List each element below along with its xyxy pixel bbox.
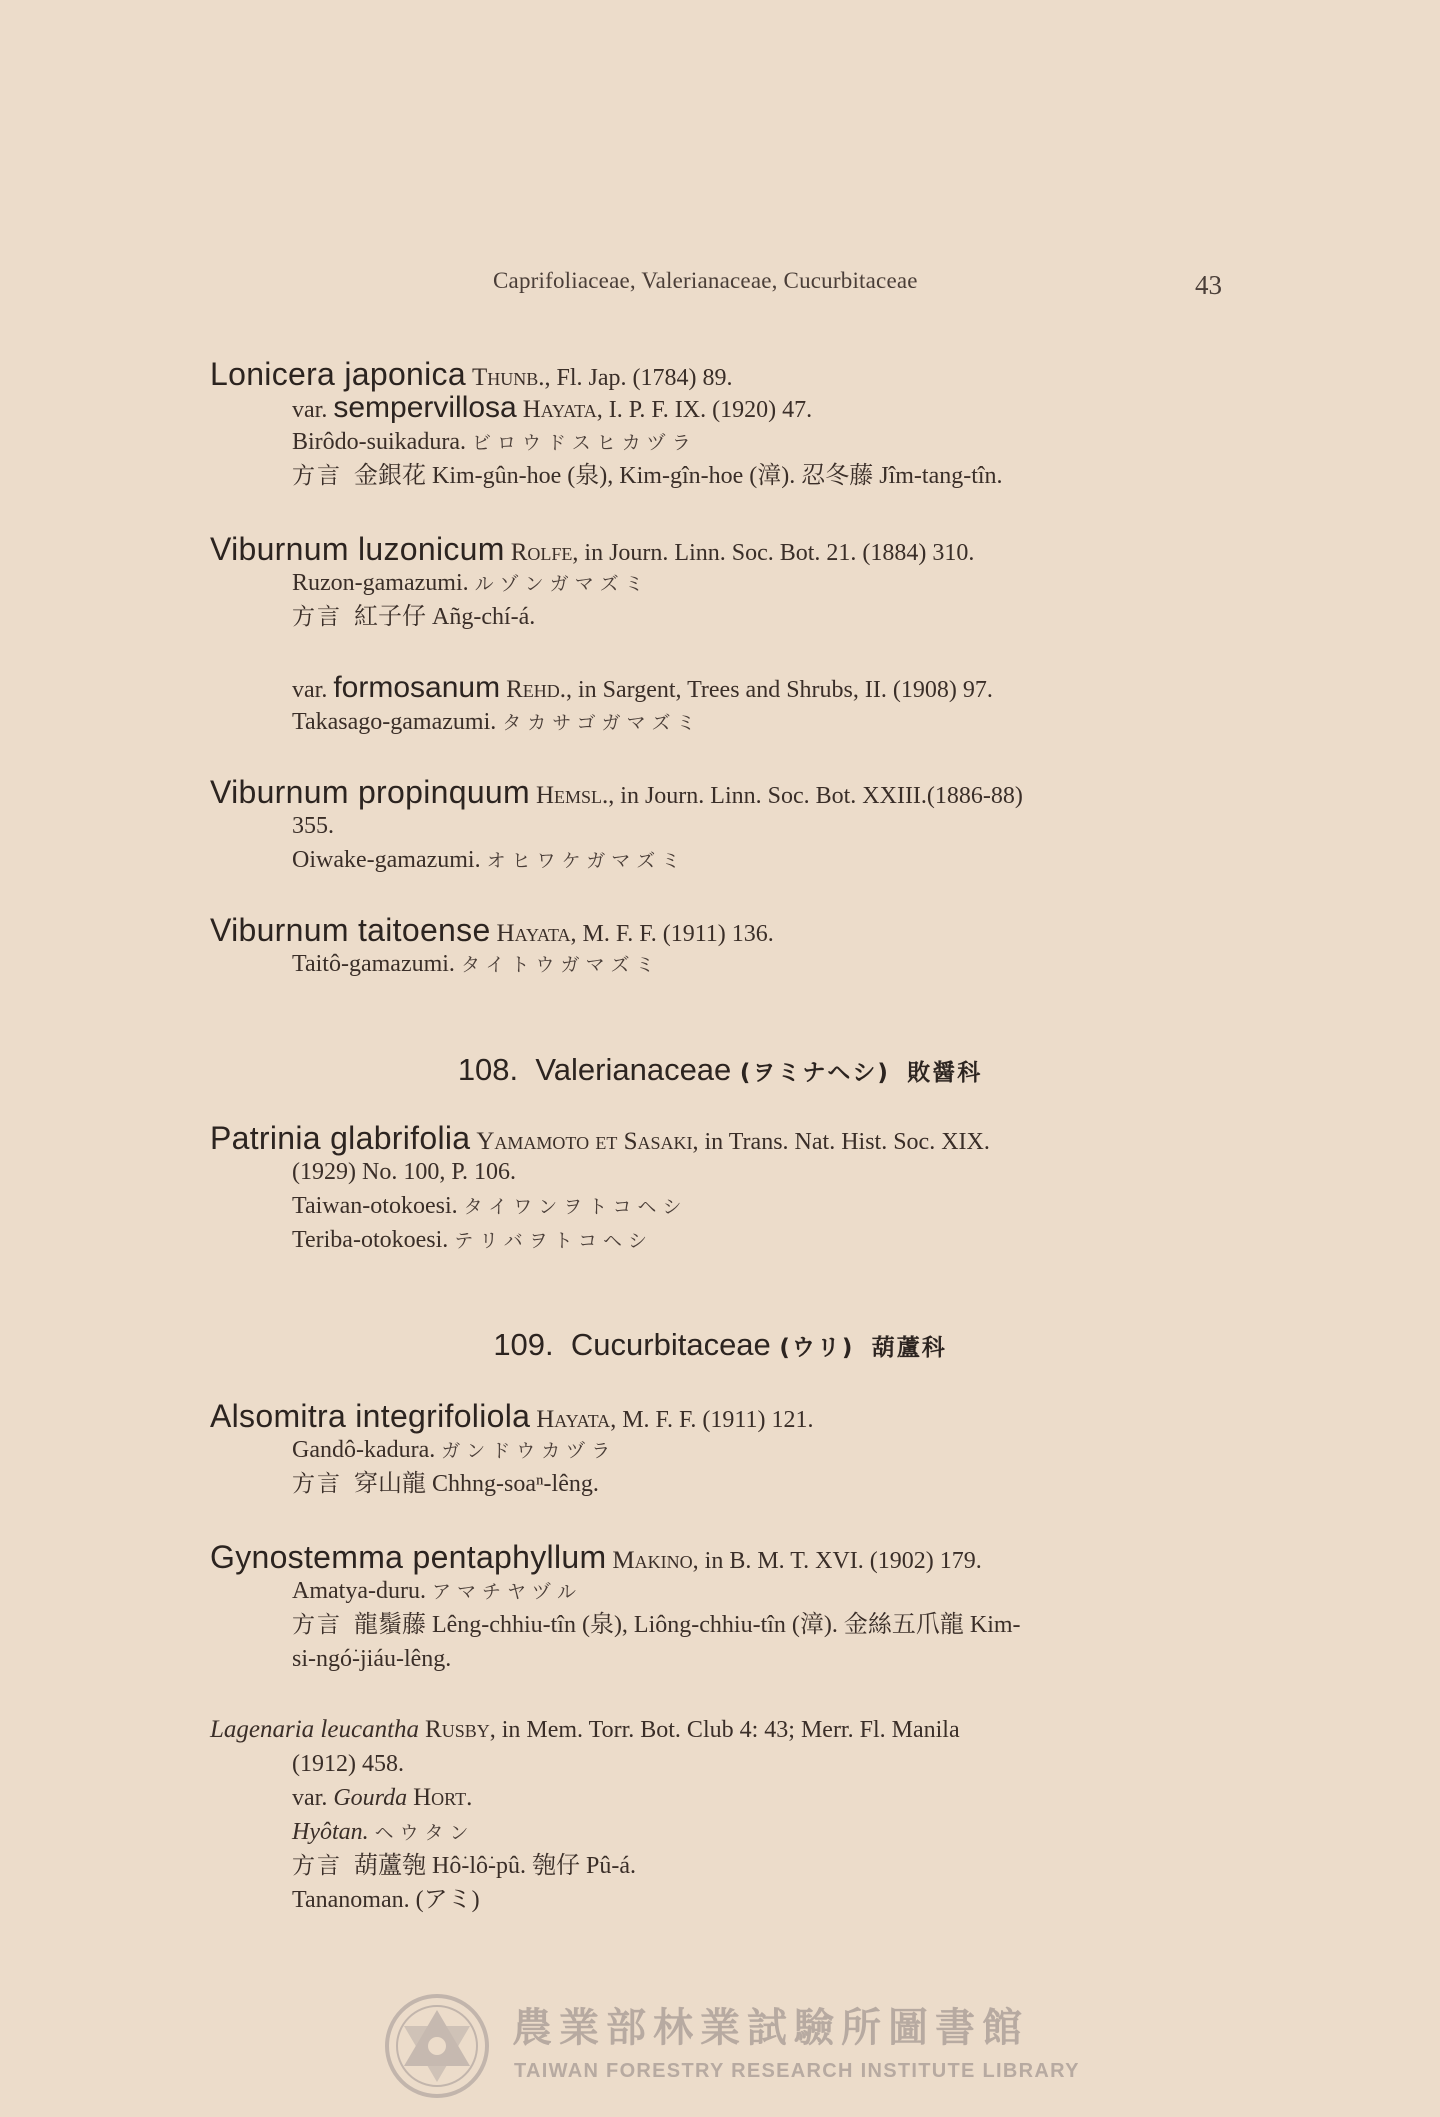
japanese-name: Taitô-gamazumi.	[292, 951, 455, 977]
species-name: Lonicera japonica	[210, 356, 466, 392]
family-chinese: 葫蘆科	[871, 1335, 947, 1361]
family-heading-108	[0, 1052, 1440, 1088]
kana-name: オヒワケガマズミ	[486, 850, 687, 872]
library-name-chinese: 農業部林業試驗所圖書館	[512, 2005, 1029, 2051]
author: Hayata	[522, 396, 597, 423]
entry-lonicera-japonica	[210, 357, 1240, 493]
variety-name: sempervillosa	[333, 391, 517, 424]
entry-viburnum-luzonicum	[210, 532, 1240, 634]
dialect-names: 金銀花 Kim-gûn-hoe (泉), Kim-gîn-hoe (漳). 忍冬藤 Jîm-tang-tîn.	[354, 463, 1003, 489]
author: Makino	[612, 1547, 693, 1574]
entry-viburnum-propinquum	[210, 775, 1240, 877]
reference: , in Journ. Linn. Soc. Bot. XXIII.(1886-88)	[608, 783, 1023, 809]
family-number: 109.	[493, 1327, 554, 1362]
reference: , M. F. F. (1911) 121.	[610, 1407, 814, 1433]
page-number: 43	[1195, 270, 1222, 300]
reference: , Fl. Jap. (1784) 89.	[544, 365, 733, 391]
entry-alsomitra-integrifoliola	[210, 1399, 1240, 1501]
variety-name: formosanum	[333, 671, 501, 704]
reference: , in B. M. T. XVI. (1902) 179.	[692, 1548, 982, 1574]
family-kana: (ウリ)	[779, 1335, 855, 1361]
dialect-names-continued: si-ngó͘-jiáu-lêng.	[292, 1646, 452, 1672]
species-name: Viburnum luzonicum	[210, 531, 505, 567]
japanese-name: Oiwake-gamazumi.	[292, 847, 481, 873]
reference: , in Sargent, Trees and Shrubs, II. (1908) 97.	[565, 677, 993, 703]
library-seal-icon	[382, 1990, 492, 2102]
reference-continued: (1929) No. 100, P. 106.	[292, 1159, 517, 1185]
dialect-label: 方言	[292, 463, 342, 489]
author: Rusby	[425, 1716, 490, 1743]
family-heading-109	[0, 1327, 1440, 1363]
reference-continued: (1912) 458.	[292, 1751, 404, 1777]
library-watermark	[372, 1990, 1092, 2108]
kana-name: タイトウガマズミ	[460, 954, 661, 976]
author: Hemsl.	[535, 782, 609, 809]
dialect-names: 紅子仔 Añg-chí-á.	[354, 604, 536, 630]
dialect-label: 方言	[292, 1853, 342, 1879]
dialect-names: 葫蘆匏 Hô͘-lô͘-pû. 匏仔 Pû-á.	[354, 1853, 636, 1879]
dialect-names: 龍鬚藤 Lêng-chhiu-tîn (泉), Liông-chhiu-tîn (漳). 金絲五爪龍 Kim-	[354, 1612, 1021, 1638]
running-head: Caprifoliaceae, Valerianaceae, Cucurbitaceae	[493, 268, 918, 293]
author: Hayata	[536, 1406, 611, 1433]
entry-gynostemma-pentaphyllum	[210, 1540, 1240, 1676]
dialect-label: 方言	[292, 1612, 342, 1638]
reference: , in Journ. Linn. Soc. Bot. 21. (1884) 310.	[572, 540, 975, 566]
kana-name: テリバヲトコヘシ	[454, 1230, 653, 1252]
family-chinese: 敗醤科	[907, 1060, 983, 1086]
entry-viburnum-taitoense	[210, 913, 1240, 981]
family-name: Cucurbitaceae	[570, 1327, 771, 1362]
entry-patrinia-glabrifolia	[210, 1121, 1240, 1257]
entry-lagenaria-leucantha	[210, 1713, 1240, 1917]
dialect-names: 穿山龍 Chhng-soaⁿ-lêng.	[354, 1471, 599, 1497]
kana-name: ビロウドスヒカヅラ	[471, 432, 697, 454]
japanese-name: Teriba-otokoesi.	[292, 1227, 449, 1253]
kana-name: ルゾンガマズミ	[474, 573, 650, 595]
species-name: Viburnum propinquum	[210, 774, 530, 810]
author: Rolfe	[510, 539, 573, 566]
author: Rehd.	[506, 676, 566, 703]
reference: , I. P. F. IX. (1920) 47.	[596, 397, 813, 423]
variety-name: Gourda	[333, 1785, 408, 1811]
author: Yamamoto et Sasaki	[476, 1128, 693, 1155]
species-name: Gynostemma pentaphyllum	[210, 1539, 607, 1575]
reference: , in Trans. Nat. Hist. Soc. XIX.	[692, 1129, 990, 1155]
var-label: var.	[292, 1785, 328, 1811]
author: Hayata	[496, 920, 571, 947]
kana-name: ヘウタン	[374, 1822, 475, 1844]
japanese-name: Hyôtan.	[292, 1819, 369, 1845]
kana-name: アマチヤヅル	[431, 1581, 582, 1603]
dialect-label: 方言	[292, 604, 342, 630]
kana-name: ガンドウカヅラ	[441, 1440, 617, 1462]
kana-name: タカサゴガマズミ	[502, 712, 702, 734]
tribal-name: Tananoman. (アミ)	[292, 1887, 480, 1913]
family-kana: (ヲミナヘシ)	[739, 1060, 890, 1086]
species-name: Lagenaria leucantha	[210, 1716, 420, 1743]
japanese-name: Takasago-gamazumi.	[292, 709, 497, 735]
reference: , M. F. F. (1911) 136.	[570, 921, 774, 947]
var-label: var.	[292, 677, 328, 703]
reference-continued: 355.	[292, 813, 334, 839]
author: Thunb.	[471, 364, 545, 391]
dialect-label: 方言	[292, 1471, 342, 1497]
author: Hort.	[413, 1784, 473, 1811]
library-name-english: TAIWAN FORESTRY RESEARCH INSTITUTE LIBRARY	[514, 2060, 1080, 2082]
entry-viburnum-formosanum	[210, 671, 1240, 739]
var-label: var.	[292, 397, 328, 423]
species-name: Patrinia glabrifolia	[210, 1120, 471, 1156]
reference: , in Mem. Torr. Bot. Club 4: 43; Merr. Fl. Manila	[489, 1717, 960, 1743]
japanese-name: Taiwan-otokoesi.	[292, 1193, 458, 1219]
species-name: Alsomitra integrifoliola	[210, 1398, 531, 1434]
kana-name: タイワンヲトコヘシ	[463, 1196, 688, 1218]
family-number: 108.	[457, 1052, 519, 1087]
japanese-name: Gandô-kadura.	[292, 1437, 436, 1463]
japanese-name: Amatya-duru.	[292, 1578, 426, 1604]
japanese-name: Ruzon-gamazumi.	[292, 570, 469, 596]
species-name: Viburnum taitoense	[210, 912, 491, 948]
japanese-name: Birôdo-suikadura.	[292, 429, 466, 455]
family-name: Valerianaceae	[535, 1052, 732, 1087]
